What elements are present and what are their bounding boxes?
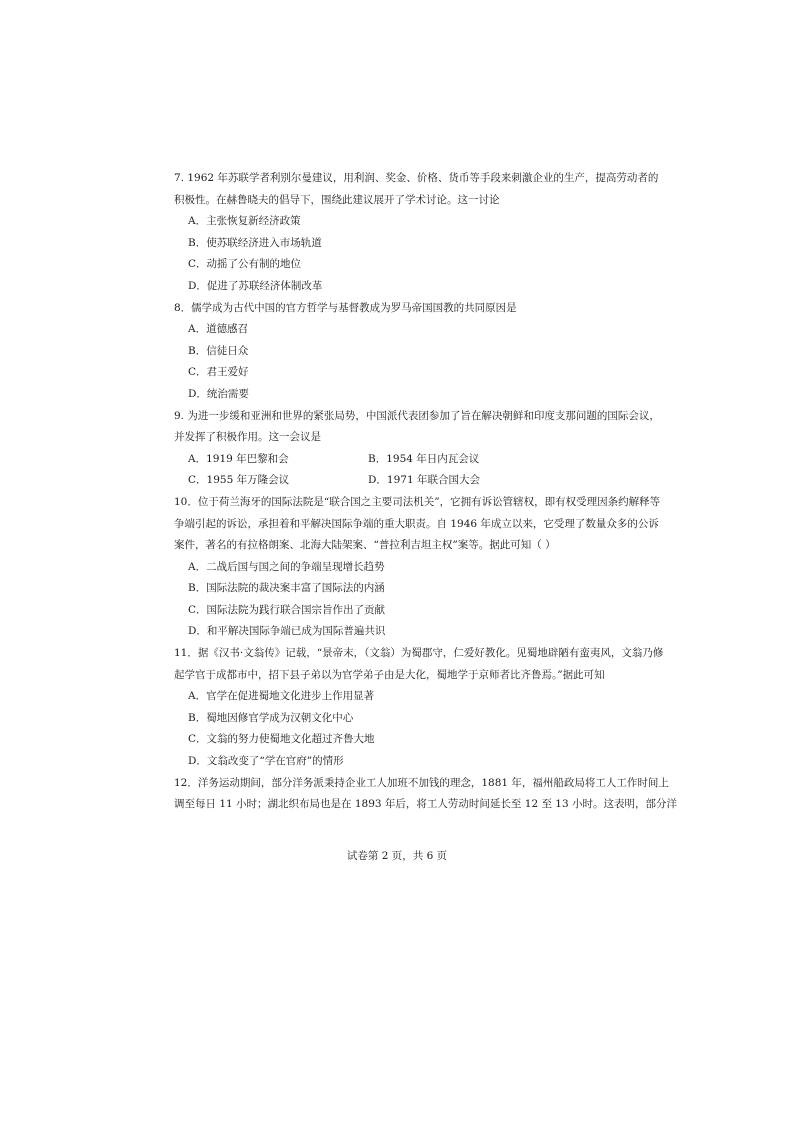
question-8-option-c: C．君王爱好 (188, 366, 249, 379)
question-9-option-row-2 (174, 470, 626, 492)
question-9-option-c: C．1955 年万隆会议 (188, 474, 290, 487)
question-11-option-d: D．文翁改变了“学在官府”的情形 (188, 755, 344, 768)
question-9-option-a: A．1919 年巴黎和会 (188, 452, 289, 465)
question-12-stem-line-2: 调至每日 11 小时；湖北织布局也是在 1893 年后，将工人劳动时间延长至 12 至 13 小时。这表明，部分洋 (174, 798, 678, 811)
question-12-stem-line-1: 12．洋务运动期间，部分洋务派秉持企业工人加班不加钱的理念，1881 年，福州船政局将工人工作时间上 (174, 776, 669, 789)
question-11-option-c: C．文翁的努力使蜀地文化超过齐鲁大地 (188, 733, 375, 746)
question-8-stem-line-1: 8．儒学成为古代中国的官方哲学与基督教成为罗马帝国国教的共同原因是 (174, 301, 517, 314)
question-10-stem-line-1: 10．位于荷兰海牙的国际法院是“联合国之主要司法机关”，它拥有诉讼管辖权，即有权受理因条约解释等 (174, 495, 661, 508)
question-10-option-d: D．和平解决国际争端已成为国际普遍共识 (188, 625, 386, 638)
question-8 (174, 298, 626, 406)
question-11-stem-line-2: 起学官于成都市中，招下县子弟以为官学弟子由是大化，蜀地学于京师者比齐鲁焉。”据此可知 (174, 668, 605, 681)
question-7-option-a: A．主张恢复新经济政策 (188, 215, 301, 228)
question-7-option-c: C．动摇了公有制的地位 (188, 258, 302, 271)
question-9-stem-line-2: 并发挥了积极作用。这一会议是 (174, 431, 321, 444)
question-9-option-d: D．1971 年联合国大会 (368, 474, 480, 487)
page-footer: 试卷第 2 页，共 6 页 (346, 850, 448, 862)
question-8-option-a: A．道德感召 (188, 323, 249, 336)
question-10-stem-line-2: 争端引起的诉讼，承担着和平解决国际争端的重大职责。自 1946 年成立以来，它受理了数量众多的公诉 (174, 517, 659, 530)
question-9-option-row-1 (174, 449, 626, 471)
question-7-option-d: D．促进了苏联经济体制改革 (188, 279, 323, 292)
question-7-stem-line-2: 积极性。在赫鲁晓夫的倡导下，围绕此建议展开了学术讨论。这一讨论 (174, 193, 500, 206)
question-10-stem-line-3: 案件，著名的有拉格朗案、北海大陆架案、“普拉利吉坦主权”案等。据此可知（ ） (174, 539, 556, 552)
question-7 (174, 168, 659, 298)
question-9 (174, 406, 660, 492)
question-7-stem-line-1: 7. 1962 年苏联学者利别尔曼建议，用利润、奖金、价格、货币等手段来刺激企业的生产，提高劳动者的 (174, 172, 659, 184)
question-10-option-c: C．国际法院为践行联合国宗旨作出了贡献 (188, 603, 386, 616)
question-9-option-b: B．1954 年日内瓦会议 (368, 452, 480, 465)
question-8-option-d: D．统治需要 (188, 387, 249, 400)
question-11-stem-line-1: 11．据《汉书·文翁传》记载，“景帝末，（文翁）为蜀郡守，仁爱好教化。见蜀地辟陋有蛮夷风，文翁乃修 (174, 647, 664, 660)
question-10-option-b: B．国际法院的裁决案丰富了国际法的内涵 (188, 582, 385, 595)
question-7-option-b: B．使苏联经济进入市场轨道 (188, 236, 322, 249)
question-list (174, 168, 678, 816)
question-9-stem-line-1: 9. 为进一步缓和亚洲和世界的紧张局势，中国派代表团参加了旨在解决朝鲜和印度支那问题的国际会议， (174, 409, 660, 422)
question-12 (174, 773, 678, 816)
question-11-option-a: A．官学在促进蜀地文化进步上作用显著 (188, 690, 375, 703)
question-10-option-a: A．二战后国与国之间的争端呈现增长趋势 (188, 560, 385, 573)
question-8-option-b: B．信徒日众 (188, 344, 249, 357)
question-11 (174, 643, 664, 773)
question-11-option-b: B．蜀地因修官学成为汉朝文化中心 (188, 711, 354, 724)
question-10 (174, 492, 661, 643)
